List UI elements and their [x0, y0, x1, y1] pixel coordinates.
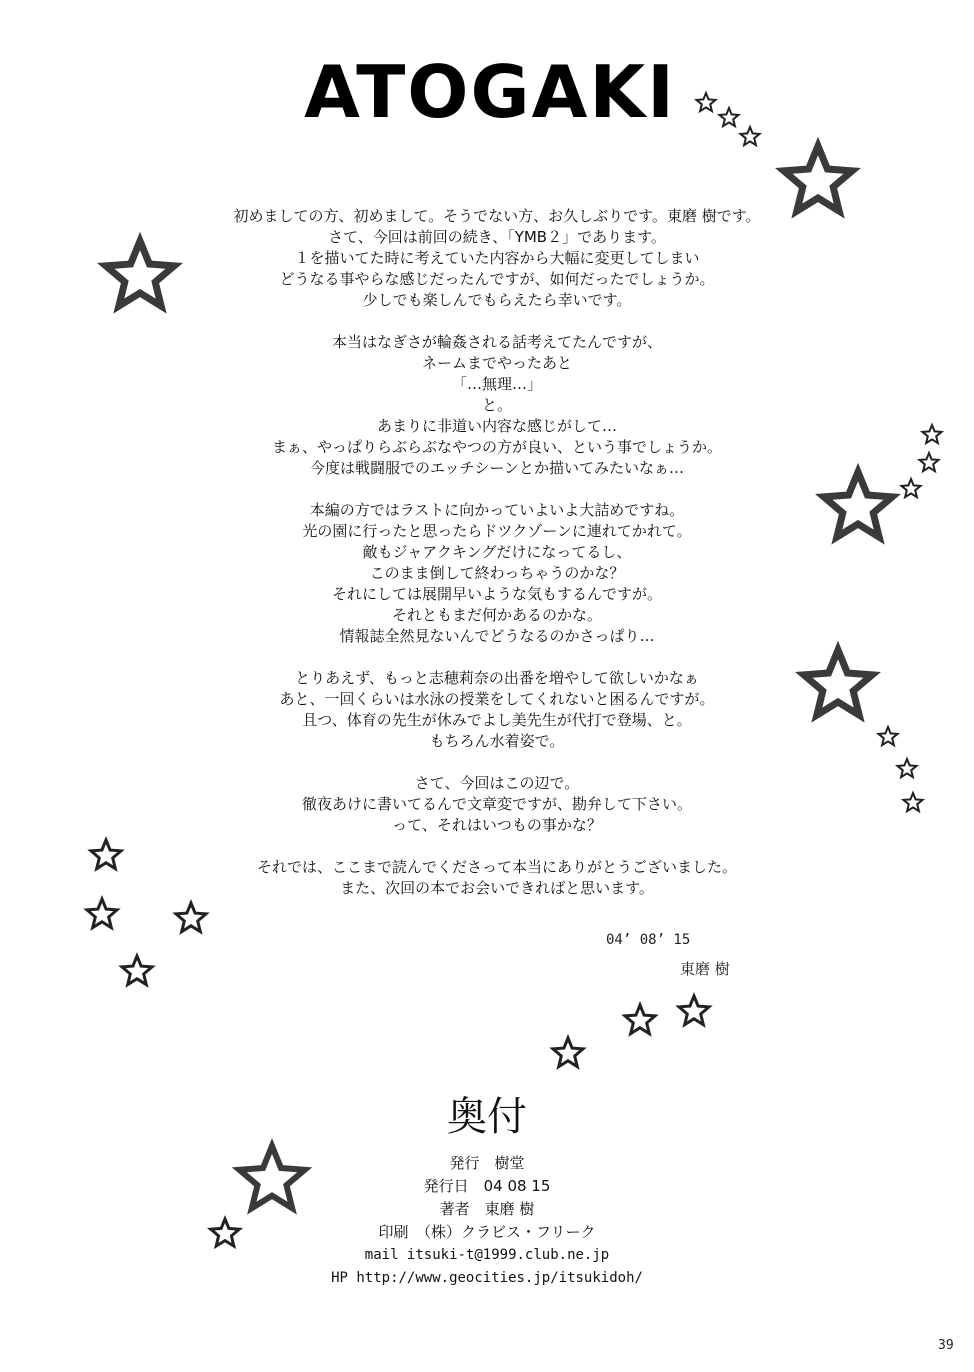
star-icon — [87, 899, 117, 928]
star-icon — [697, 93, 716, 111]
text-line: 「…無理…」 — [451, 375, 542, 393]
text-line: さて、今回はこの辺で。 — [414, 774, 580, 792]
text-line: さて、今回は前回の続き、「YMB２」であります。 — [328, 228, 666, 246]
text-line: とりあえず、もっと志穂莉奈の出番を増やして欲しいかなぁ — [295, 669, 699, 687]
star-icon — [784, 146, 852, 211]
star-icon — [211, 1219, 240, 1246]
text-line: どうなる事やらな感じだったんですが、如何だったでしょうか。 — [279, 270, 715, 288]
text-line: 光の園に行ったと思ったらドツクゾーンに連れてかれて。 — [302, 522, 692, 540]
paragraph — [140, 668, 854, 752]
star-icon — [91, 840, 121, 869]
text-line: 今度は戦闘服でのエッチシーンとか描いてみたいなぁ… — [309, 459, 685, 477]
text-line: 少しでも楽しんでもらえたら幸いです。 — [362, 291, 632, 309]
paragraph — [140, 206, 854, 311]
page-title: ATOGAKI — [304, 50, 676, 134]
star-icon — [741, 127, 760, 145]
afterword-body — [140, 206, 854, 920]
colophon — [250, 1152, 724, 1290]
text-line: ネームまでやったあと — [421, 354, 572, 372]
text-line: あまりに非道い内容な感じがして… — [376, 417, 617, 435]
text-line: 初めましての方、初めまして。そうでない方、お久しぶりです。東磨 樹です。 — [233, 207, 761, 225]
text-line: まぁ、やっぱりらぶらぶなやつの方が良い、という事でしょうか。 — [271, 438, 722, 456]
star-icon — [902, 479, 921, 497]
star-icon — [679, 996, 709, 1025]
star-icon — [720, 108, 739, 126]
star-icon — [879, 727, 898, 745]
star-icon — [625, 1005, 655, 1034]
star-icon — [904, 793, 923, 811]
colophon-homepage: HP http://www.geocities.jp/itsukidoh/ — [331, 1270, 643, 1286]
paragraph — [140, 500, 854, 647]
text-line: 本編の方ではラストに向かっていよいよ大詰めですね。 — [309, 501, 685, 519]
text-line: １を描いてた時に考えていた内容から大幅に変更してしまい — [294, 249, 700, 267]
afterword-date: 04’ 08’ 15 — [606, 932, 691, 948]
star-icon — [122, 956, 152, 985]
colophon-publisher: 発行 樹堂 — [449, 1154, 525, 1172]
star-icon — [898, 759, 917, 777]
text-line: それともまだ何かあるのかな。 — [391, 606, 602, 624]
paragraph — [140, 857, 854, 899]
text-line: 本当はなぎさが輪姦される話考えてたんですが、 — [331, 333, 662, 351]
text-line: 且つ、体育の先生が休みでよし美先生が代打で登場、と。 — [302, 711, 692, 729]
text-line: 敵もジャアクキングだけになってるし、 — [362, 543, 632, 561]
star-icon — [923, 425, 942, 443]
paragraph — [140, 773, 854, 836]
page-number: 39 — [938, 1338, 954, 1353]
colophon-heading: 奥付 — [447, 1094, 527, 1140]
text-line: って、それはいつもの事かな？ — [392, 816, 602, 834]
star-icon — [920, 453, 939, 471]
author-signature: 東磨 樹 — [680, 960, 730, 978]
star-icon — [553, 1038, 583, 1067]
text-line: それにしては展開早いような気もするんですが。 — [331, 585, 662, 603]
text-line: 情報誌全然見ないんでどうなるのかさっぱり… — [339, 627, 655, 645]
colophon-issue-date: 発行日 04 08 15 — [423, 1177, 551, 1195]
text-line: このまま倒して終わっちゃうのかな？ — [369, 564, 625, 582]
text-line: もちろん水着姿で。 — [429, 732, 565, 750]
text-line: あと、一回くらいは水泳の授業をしてくれないと困るんですが。 — [279, 690, 715, 708]
text-line: それでは、ここまで読んでくださって本当にありがとうございました。 — [256, 858, 737, 876]
text-line: 徹夜あけに書いてるんで文章変ですが、勘弁して下さい。 — [301, 795, 692, 813]
colophon-printer: 印刷 （株）クラビス・フリーク — [378, 1223, 596, 1241]
paragraph — [140, 332, 854, 479]
colophon-author: 著者 東磨 樹 — [439, 1200, 535, 1218]
text-line: と。 — [481, 396, 512, 414]
text-line: また、次回の本でお会いできればと思います。 — [340, 879, 654, 897]
colophon-mail: mail itsuki-t@1999.club.ne.jp — [364, 1247, 610, 1263]
